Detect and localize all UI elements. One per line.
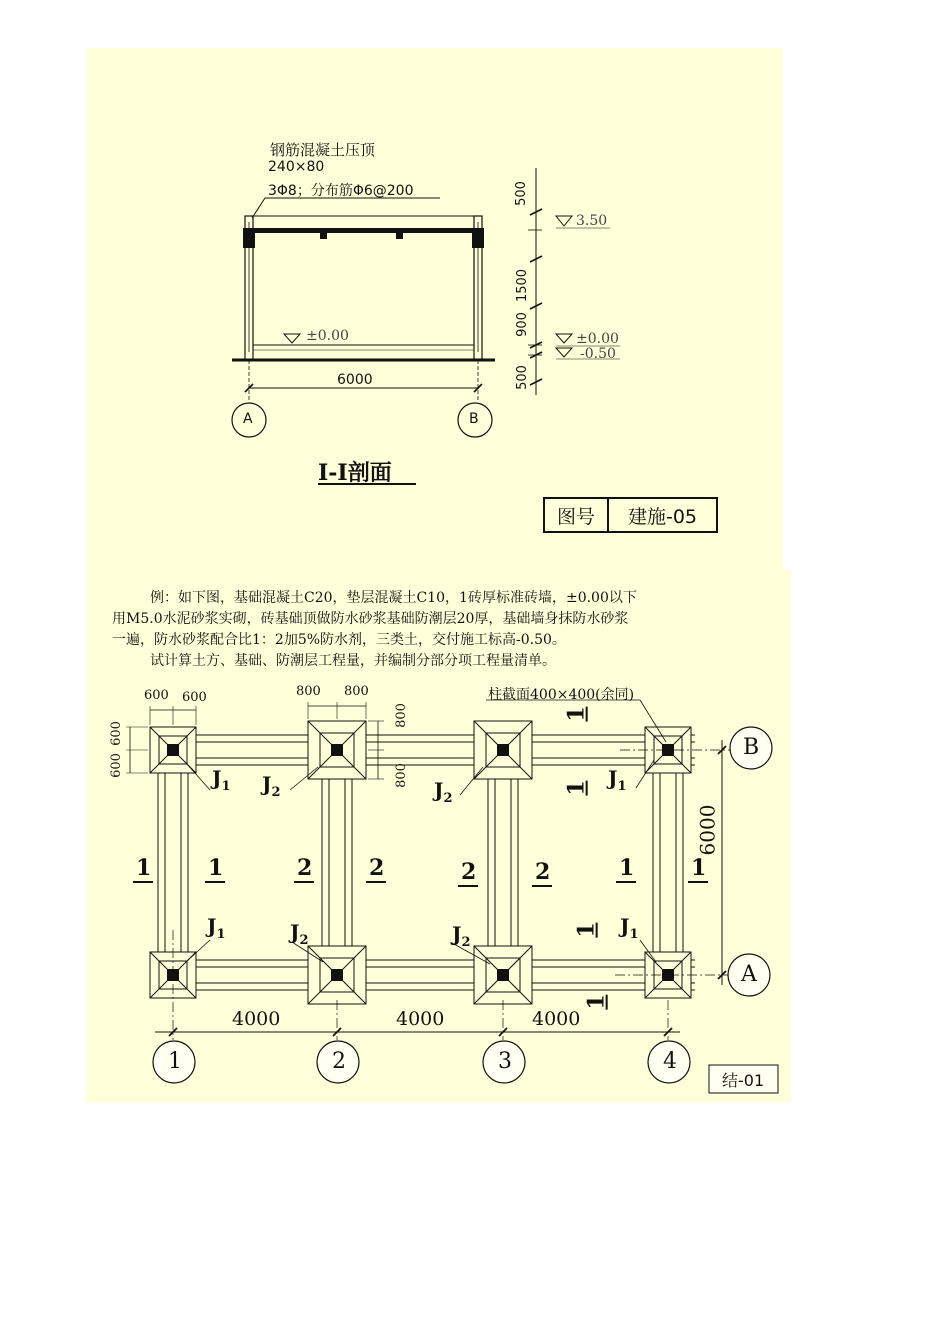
dim-j2-800-b: 800 [344, 684, 369, 699]
footing-label-j2-a3: $J_2$ [452, 922, 471, 950]
bay-dim-3: 4000 [532, 1008, 581, 1030]
problem-line4: 试计算土方、基础、防潮层工程量，并编制分部分项工程量清单。 [150, 653, 556, 669]
dim-vertical-1500: 1500 [515, 268, 531, 303]
axis-letter-a: A [741, 962, 757, 987]
footing-label-j1-a1: $J_1$ [207, 914, 226, 942]
drawing-number-value: 建施-05 [627, 505, 698, 528]
section-mark-1-left: 1 [136, 855, 152, 881]
footing-label-j1-b4: $J_1$ [608, 766, 627, 794]
section-title: I-I剖面 [318, 460, 392, 486]
axis-number-3: 3 [498, 1049, 512, 1074]
column-size-note: 柱截面400×400(余同) [488, 687, 635, 703]
dim-j2-800-d: 800 [393, 763, 409, 788]
section-mark-1-left-b: 1 [208, 855, 224, 881]
footing-label-j1-b1: $J_1$ [212, 766, 231, 794]
section-note-line3: 3Φ8；分布筋Φ6@200 [268, 183, 414, 199]
section-mark-2-d: 2 [535, 859, 551, 885]
dim-j1-600-b: 600 [182, 690, 207, 705]
cut-mark-1-top: 1 [563, 706, 590, 722]
span-dim-label: 6000 [337, 372, 373, 388]
problem-line1: 例：如下图，基础混凝土C20，垫层混凝土C10，1砖厚标准砖墙，±0.00以下 [150, 590, 637, 606]
cut-mark-1-upper: 1 [563, 780, 590, 796]
dim-j2-800-c: 800 [393, 703, 409, 728]
axis-number-1: 1 [168, 1049, 182, 1074]
section-mark-2-a: 2 [297, 855, 313, 881]
plan-drawing-number: 结-01 [722, 1071, 765, 1090]
section-mark-2-c: 2 [461, 859, 477, 885]
depth-dim: 6000 [695, 804, 720, 856]
level-minus-label: -0.50 [580, 346, 616, 362]
cut-mark-1-bottom: 1 [583, 994, 610, 1010]
axis-number-2: 2 [332, 1049, 346, 1074]
level-top-label: 3.50 [576, 213, 608, 229]
bay-dim-2: 4000 [396, 1008, 445, 1030]
footing-label-j2-b3: $J_2$ [434, 778, 453, 806]
drawing-number-label: 图号 [545, 499, 609, 531]
footing-label-j2-b2: $J_2$ [262, 772, 281, 800]
dim-j2-800-a: 800 [296, 684, 321, 699]
cut-mark-1-lower: 1 [573, 922, 600, 938]
dim-vertical-500-top: 500 [513, 181, 529, 206]
level-zero-right-label: ±0.00 [576, 331, 619, 347]
problem-line3: 一遍，防水砂浆配合比1：2加5%防水剂，三类土，交付施工标高-0.50。 [112, 632, 566, 648]
dim-vertical-500-bottom: 500 [514, 365, 530, 390]
axis-a-label: A [243, 411, 253, 427]
section-mark-2-b: 2 [369, 855, 385, 881]
axis-letter-b: B [743, 735, 760, 760]
footing-label-j1-a4: $J_1$ [620, 914, 639, 942]
axis-b-label: B [469, 411, 479, 427]
level-zero-inside-label: ±0.00 [306, 328, 349, 344]
axis-number-4: 4 [663, 1049, 677, 1074]
section-note-line1: 钢筋混凝土压顶 [270, 141, 376, 159]
section-mark-1-right-b: 1 [691, 855, 707, 881]
section-mark-1-right-a: 1 [619, 855, 635, 881]
problem-line2: 用M5.0水泥砂浆实砌，砖基础顶做防水砂浆基础防潮层20厚，基础墙身抹防水砂浆 [112, 611, 629, 627]
bay-dim-1: 4000 [232, 1008, 281, 1030]
section-note-line2: 240×80 [268, 159, 325, 175]
dim-j1-600-c: 600 [108, 721, 124, 746]
dim-vertical-900: 900 [514, 312, 530, 337]
footing-label-j2-a2: $J_2$ [290, 920, 309, 948]
dim-j1-600-a: 600 [144, 688, 169, 703]
dim-j1-600-d: 600 [108, 753, 124, 778]
